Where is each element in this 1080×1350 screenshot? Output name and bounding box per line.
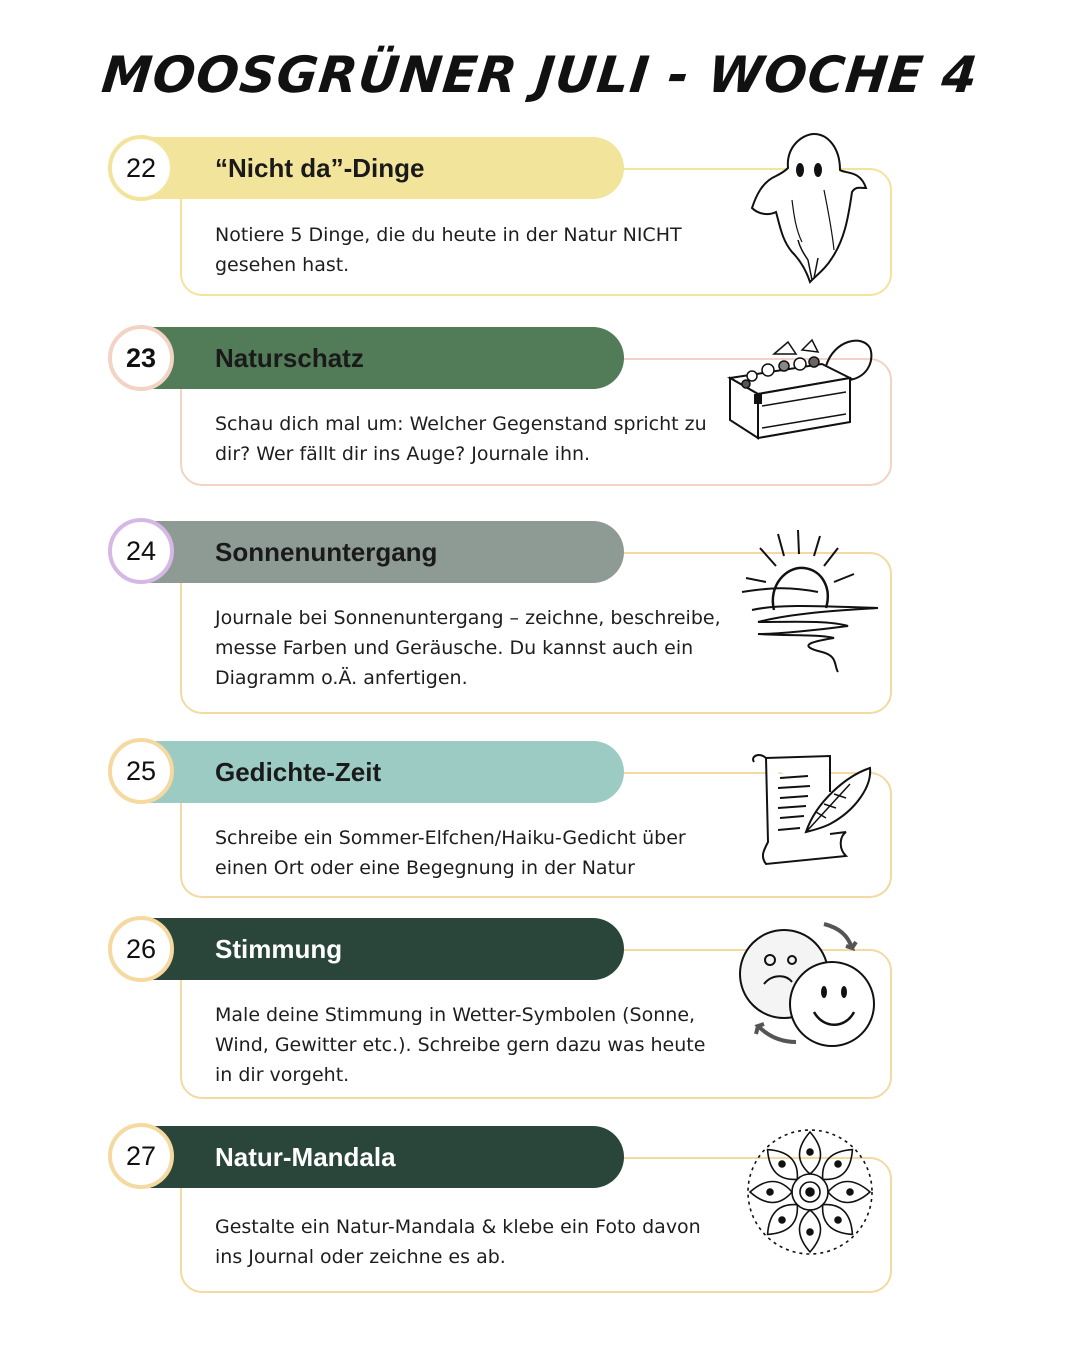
item-number: 26 [108,916,174,982]
item-title: Natur-Mandala [215,1141,396,1172]
item-number: 24 [108,518,174,584]
item-title: Gedichte-Zeit [215,756,382,787]
ghost-icon [748,130,873,285]
item-title: Stimmung [215,933,343,964]
sunset-icon [738,526,883,676]
item-number: 23 [108,325,174,391]
item-number: 25 [108,738,174,804]
item-title-band [150,741,624,803]
item-title-band [150,918,624,980]
item-number: 22 [108,135,174,201]
item-description: Journale bei Sonnenuntergang – zeichne, beschreibe, messe Farben und Geräusche. Du kannst auch ein Diagramm o.Ä. anfertigen. [215,607,721,689]
item-description: Notiere 5 Dinge, die du heute in der Natur NICHT gesehen hast. [215,224,682,276]
item-title-band [150,137,624,199]
item-title-band [150,327,624,389]
item-description: Schreibe ein Sommer-Elfchen/Haiku-Gedicht über einen Ort oder eine Begegnung in der Natur [215,827,686,879]
treasure-chest-icon [722,336,877,451]
scroll-quill-icon [746,752,876,870]
page-title: MOOSGRÜNER JULI - WOCHE 4 [99,46,981,104]
mood-faces-icon [736,918,881,1053]
item-title: Sonnenuntergang [215,536,438,567]
item-description: Schau dich mal um: Welcher Gegenstand spricht zu dir? Wer fällt dir ins Auge? Journale ihn. [215,413,707,465]
item-title-band [150,521,624,583]
item-description: Gestalte ein Natur-Mandala & klebe ein Foto davon ins Journal oder zeichne es ab. [215,1216,701,1268]
item-title-band [150,1126,624,1188]
mandala-icon [742,1124,878,1260]
item-title: “Nicht da”-Dinge [215,152,425,183]
item-description: Male deine Stimmung in Wetter-Symbolen (Sonne, Wind, Gewitter etc.). Schreibe gern dazu was heute in dir vorgeht. [215,1004,706,1086]
item-title: Naturschatz [215,342,364,373]
item-number: 27 [108,1123,174,1189]
